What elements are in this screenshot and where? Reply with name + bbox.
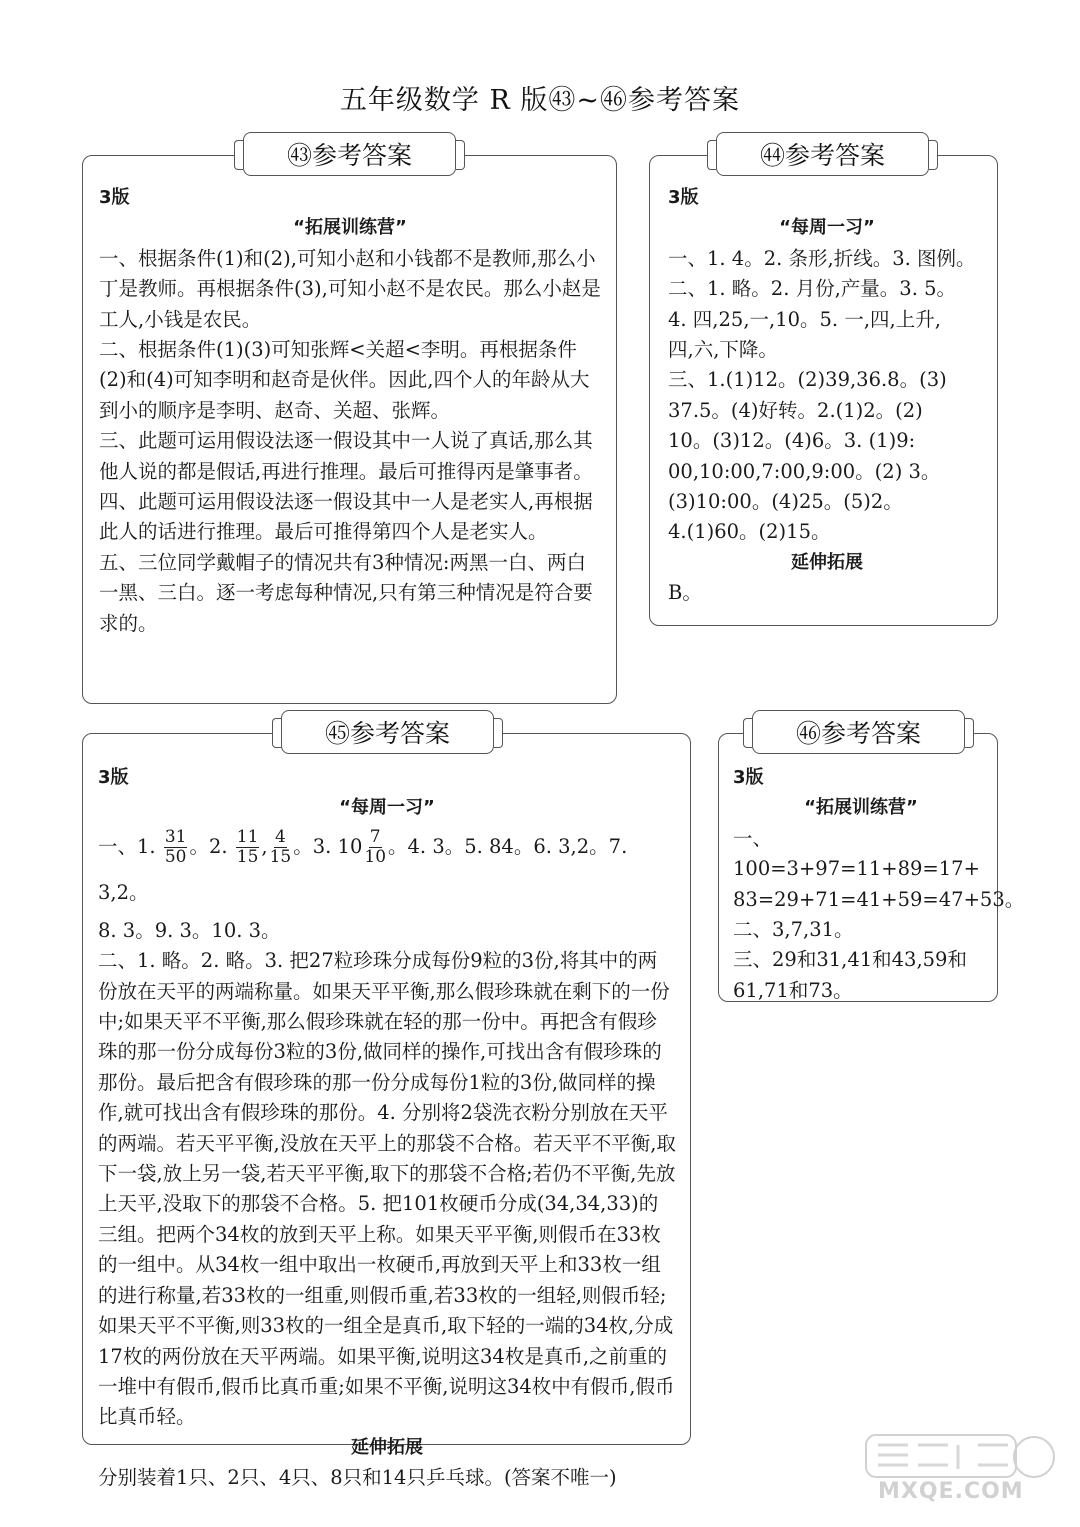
answer-line: 8. 3。9. 3。10. 3。 [98,918,281,942]
version-label: 3版 [733,767,764,788]
answer-line: 四,六,下降。 [668,338,778,362]
answer-text: , [261,834,268,858]
fraction-denominator: 50 [164,846,187,867]
fraction [270,828,292,867]
answer-paragraph-5: 五、三位同学戴帽子的情况共有3种情况:两黑一白、两白一黑、三白。逐一考虑每种情况,只有第三种情况是符合要求的。 [99,550,593,635]
version-label: 3版 [668,187,699,208]
section-45-content [98,763,676,1494]
answer-paragraph-3: 三、此题可运用假设法逐一假设其中一人说了真话,那么其他人说的都是假话,再进行推理。最后可推得丙是肇事者。 [99,429,593,483]
answer-line: 三、29和31,41和43,59和 [733,948,967,972]
answer-paragraph-4: 四、此题可运用假设法逐一假设其中一人是老实人,再根据此人的话进行推理。最后可推得第四个人是老实人。 [99,490,593,544]
fraction-numerator: 4 [275,826,286,847]
answer-line: 83=29+71=41+59=47+53。 [733,887,1025,911]
extension-answer: B。 [668,581,702,605]
answer-line: 一、1. 4。2. 条形,折线。3. 图例。 [668,246,976,270]
section-subtitle: “每周一习” [779,217,875,239]
answer-line: 37.5。(4)好转。2.(1)2。(2) [668,398,923,422]
fraction-numerator: 7 [369,826,381,847]
answer-line: 4.(1)60。(2)15。 [668,520,831,544]
answer-paragraph-2: 二、根据条件(1)(3)可知张辉<关超<李明。再根据条件(2)和(4)可知李明和赵奇是伙伴。因此,四个人的年龄从大到小的顺序是李明、赵奇、关超、张辉。 [99,338,590,422]
section-subtitle: “拓展训练营” [293,217,407,239]
answer-text: 。4. 3。5. 84。6. 3,2。7. 3,2。 [98,834,628,904]
answer-line: 61,71和73。 [733,978,853,1002]
tab-43: ㊸参考答案 [243,132,456,176]
answer-line: 二、3,7,31。 [733,918,854,942]
answer-line: 一、100=3+97=11+89=17+ [733,826,980,881]
answer-line: 二、1. 略。2. 月份,产量。3. 5。 [668,277,957,301]
version-label: 3版 [99,187,130,208]
tab-44: ㊹参考答案 [716,132,929,176]
section-43-content [99,183,601,639]
fraction-denominator: 15 [269,846,292,867]
answer-paragraph-1: 一、根据条件(1)和(2),可知小赵和小钱都不是教师,那么小丁是教师。再根据条件(3),可知小赵不是农民。那么小赵是工人,小钱是农民。 [99,246,601,331]
answer-text: 一、1. [98,834,156,858]
answer-line: 10。(3)12。(4)6。3. (1)9: [668,429,916,453]
page-title: 五年级数学 R 版㊸~㊻参考答案 [339,85,741,116]
fraction-numerator: 11 [236,826,259,847]
fraction-denominator: 10 [364,846,387,867]
tab-45: ㊺参考答案 [281,710,494,754]
section-44-content [668,183,986,609]
watermark-logo [858,1431,1058,1507]
answer-line: (3)10:00。(4)25。(5)2。 [668,490,903,514]
fraction-denominator: 15 [236,846,259,867]
fraction [364,828,386,867]
watermark-text: MXQE.COM [878,1479,1024,1504]
section-subtitle: “每周一习” [339,797,435,819]
fraction-numerator: 31 [164,826,187,847]
answer-line: 4. 四,25,一,10。5. 一,四,上升, [668,307,941,331]
fraction [164,828,188,867]
extension-title: 延伸拓展 [791,551,863,573]
answer-text: 。3. 10 [293,834,363,858]
fraction [236,828,260,867]
section-subtitle: “拓展训练营” [804,797,918,819]
extension-answer: 分别装着1只、2只、4只、8只和14只乒乓球。(答案不唯一) [98,1466,617,1490]
answer-body: 二、1. 略。2. 略。3. 把27粒珍珠分成每份9粒的3份,将其中的两份放在天平的两端称量。如果天平平衡,那么假珍珠就在剩下的一份中;如果天平不平衡,那么假珍珠就在轻的那一份中。再把含有假珍珠的那一份分成每份3粒的3份,做同样的操作,可找出含有假珍珠的那份。最后把含有假珍珠的那一份分成每份1粒的3份,做同样的操作,就可找出含有假珍珠的那份。4. 分别将2袋洗衣粉分别放在天平的两端。若天平平衡,没放在天平上的那袋不合格。若天平不平衡,取下一袋,放上另一袋,若天平平衡,取下的那袋不合格;若仍不平衡,先放上天平,没取下的那袋不合格。5. 把101枚硬币分成(34,34,33)的三组。把两个34枚的放到天平上称。如果天平平衡,则假币在33枚的一组中。从34枚一组中取出一枚硬币,再放到天平上和33枚一组的进行称量,若33枚的一组重,则假币重,若33枚的一组轻,则假币轻;如果天平不平衡,则33枚的一组全是真币,取下轻的一端的34枚,分成17枚的两份放在天平两端。如果平衡,说明这34枚是真币,之前重的一堆中有假币,假币比真币重;如果不平衡,说明这34枚中有假币,假币比真币轻。 [98,949,676,1429]
answer-text: 。2. [189,834,228,858]
extension-title: 延伸拓展 [351,1436,423,1458]
answer-line-with-fractions [98,824,676,916]
tab-46: ㊻参考答案 [752,710,965,754]
answer-line: 三、1.(1)12。(2)39,36.8。(3) [668,368,947,392]
version-label: 3版 [98,767,129,788]
section-46-content [733,763,1025,1006]
answer-line: 00,10:00,7:00,9:00。(2) 3。 [668,459,941,483]
